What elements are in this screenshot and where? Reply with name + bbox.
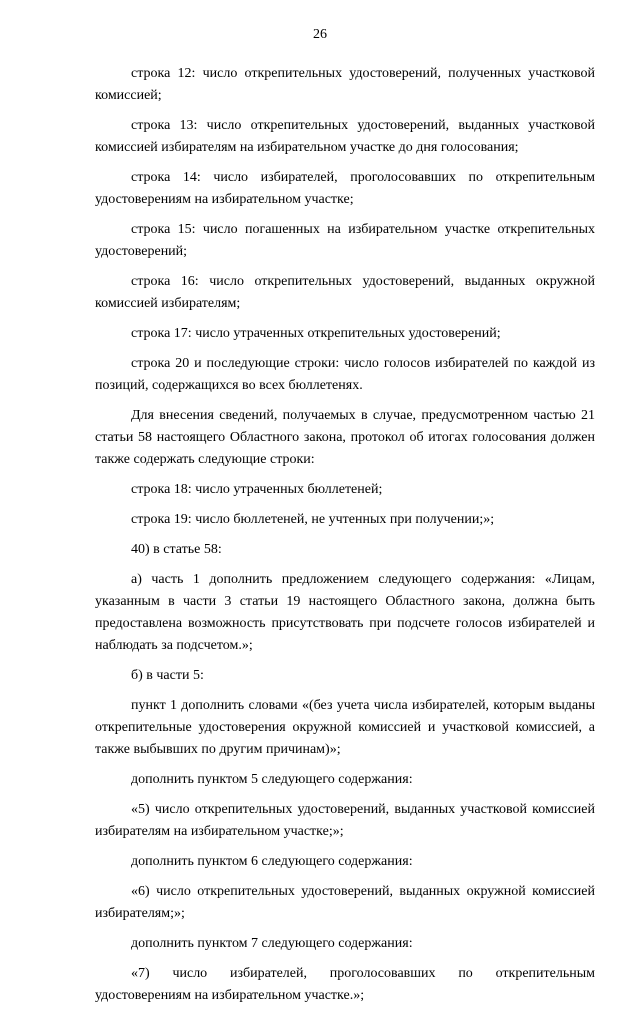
paragraph-line-16: строка 16: число открепительных удостоверений, выданных окружной комиссией избирателям;: [95, 274, 595, 311]
paragraph-point-7-text: «7) число избирателей, проголосовавших по открепительным удостоверениям на избирательном участке.»;: [95, 966, 595, 1003]
paragraph-subitem-a: а) часть 1 дополнить предложением следующего содержания: «Лицам, указанным в части 3 статьи 19 настоящего Областного закона, должна быть предоставлена возможность присутствовать при подсчете голосов избирателей и наблюдать за подсчетом.»;: [95, 572, 595, 653]
paragraph-line-20: строка 20 и последующие строки: число голосов избирателей по каждой из позиций, содержащихся во всех бюллетенях.: [95, 356, 595, 393]
paragraph-subitem-b: б) в части 5:: [131, 668, 204, 683]
paragraph-line-18: строка 18: число утраченных бюллетеней;: [131, 482, 383, 497]
page-number: 26: [313, 27, 327, 42]
document-body: [95, 63, 595, 1015]
paragraph-add-point-5: дополнить пунктом 5 следующего содержания:: [131, 772, 413, 787]
paragraph-point-5-text: «5) число открепительных удостоверений, выданных участковой комиссией избирателям на избирательном участке;»;: [95, 802, 595, 839]
paragraph-additional-lines-intro: Для внесения сведений, получаемых в случае, предусмотренном частью 21 статьи 58 настоящего Областного закона, протокол об итогах голосования должен также содержать следующие строки:: [95, 408, 595, 467]
paragraph-add-point-7: дополнить пунктом 7 следующего содержания:: [131, 936, 413, 951]
paragraph-line-17: строка 17: число утраченных открепительных удостоверений;: [131, 326, 501, 341]
paragraph-line-12: строка 12: число открепительных удостоверений, полученных участковой комиссией;: [95, 66, 595, 103]
paragraph-add-point-6: дополнить пунктом 6 следующего содержания:: [131, 854, 413, 869]
paragraph-line-15: строка 15: число погашенных на избирательном участке открепительных удостоверений;: [95, 222, 595, 259]
paragraph-line-13: строка 13: число открепительных удостоверений, выданных участковой комиссией избирателям на избирательном участке до дня голосования;: [95, 118, 595, 155]
paragraph-line-14: строка 14: число избирателей, проголосовавших по открепительным удостоверениям на избирательном участке;: [95, 170, 595, 207]
paragraph-item-40: 40) в статье 58:: [131, 542, 222, 557]
paragraph-point-1-amendment: пункт 1 дополнить словами «(без учета числа избирателей, которым выданы открепительные удостоверения окружной комиссией и участковой комиссией, а также выбывших по другим причинам)»;: [95, 698, 595, 757]
paragraph-point-6-text: «6) число открепительных удостоверений, выданных окружной комиссией избирателям;»;: [95, 884, 595, 921]
paragraph-line-19: строка 19: число бюллетеней, не учтенных при получении;»;: [131, 512, 495, 527]
